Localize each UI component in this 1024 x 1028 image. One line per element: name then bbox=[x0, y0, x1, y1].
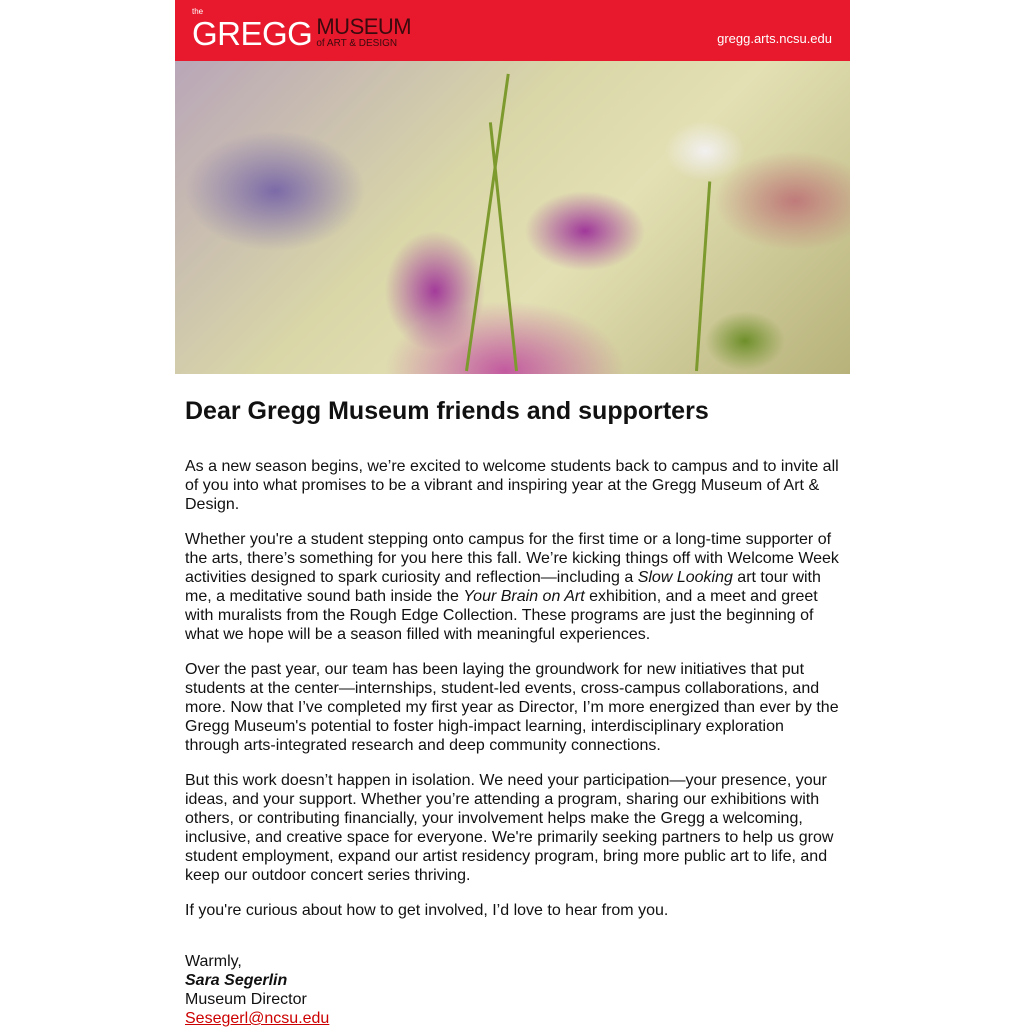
paragraph-3: Over the past year, our team has been laying the groundwork for new initiatives that put students at the center—internships, student-led events, cross-campus collaborations, and more. Now that I’ve completed my first year as Director, I’m more energized than ever by the Gregg Museum's potential to foster high-impact learning, interdisciplinary exploration through arts-integrated research and deep community connections. bbox=[185, 661, 839, 754]
paragraph-5: If you're curious about how to get involved, I’d love to hear from you. bbox=[185, 902, 669, 919]
paragraph-2 bbox=[185, 530, 840, 644]
header-banner bbox=[175, 0, 850, 61]
closing: Warmly, bbox=[185, 953, 242, 970]
gregg-museum-logo[interactable] bbox=[192, 7, 411, 52]
signature-block bbox=[185, 952, 840, 1028]
logo-right-column bbox=[316, 15, 411, 52]
p2-text-c: exhibition, and a meet and greet with muralists from the Rough Edge Collection. These programs are just the beginning of what we hope will be a season filled with meaningful experiences. bbox=[185, 588, 818, 643]
hero-flower-image bbox=[175, 61, 850, 374]
site-url-link[interactable]: gregg.arts.ncsu.edu bbox=[717, 31, 832, 46]
logo-art-design: of ART & DESIGN bbox=[316, 38, 398, 49]
paragraph-4: But this work doesn’t happen in isolation. We need your participation—your presence, your ideas, and your support. Whether you’re attending a program, sharing our exhibitions with others, or contributing financially, your involvement helps make the Gregg a welcoming, inclusive, and creative space for everyone. We're primarily seeking partners to help us grow student employment, expand our artist residency program, bring more public art to life, and keep our outdoor concert series thriving. bbox=[185, 772, 834, 884]
p2-text-a: Whether you're a student stepping onto campus for the first time or a long-time supporter of the arts, there’s something for you here this fall. We’re kicking things off with Welcome Week activities designed to spark curiosity and reflection—including a bbox=[185, 531, 839, 586]
signer-email-link[interactable]: Sesegerl@ncsu.edu bbox=[185, 1010, 330, 1027]
stem-shape bbox=[465, 74, 510, 371]
p2-text-b: art tour with me, a meditative sound bath inside the bbox=[185, 569, 821, 605]
logo-museum: MUSEUM bbox=[316, 14, 412, 39]
signer-title: Museum Director bbox=[185, 991, 307, 1008]
logo-the: the bbox=[192, 7, 204, 16]
signer-name: Sara Segerlin bbox=[185, 972, 288, 989]
stem-shape bbox=[489, 122, 518, 371]
logo-gregg: GREGG bbox=[192, 15, 313, 52]
p2-italic-your-brain-on-art: Your Brain on Art bbox=[463, 588, 585, 605]
email-body bbox=[175, 0, 850, 1028]
stem-shape bbox=[695, 181, 711, 371]
letter-heading: Dear Gregg Museum friends and supporters bbox=[185, 397, 709, 425]
p2-italic-slow-looking: Slow Looking bbox=[637, 569, 733, 586]
paragraph-1: As a new season begins, we’re excited to welcome students back to campus and to invite all of you into what promises to be a vibrant and inspiring year at the Gregg Museum of Art & Design. bbox=[185, 458, 839, 513]
logo-left-column bbox=[192, 7, 312, 52]
